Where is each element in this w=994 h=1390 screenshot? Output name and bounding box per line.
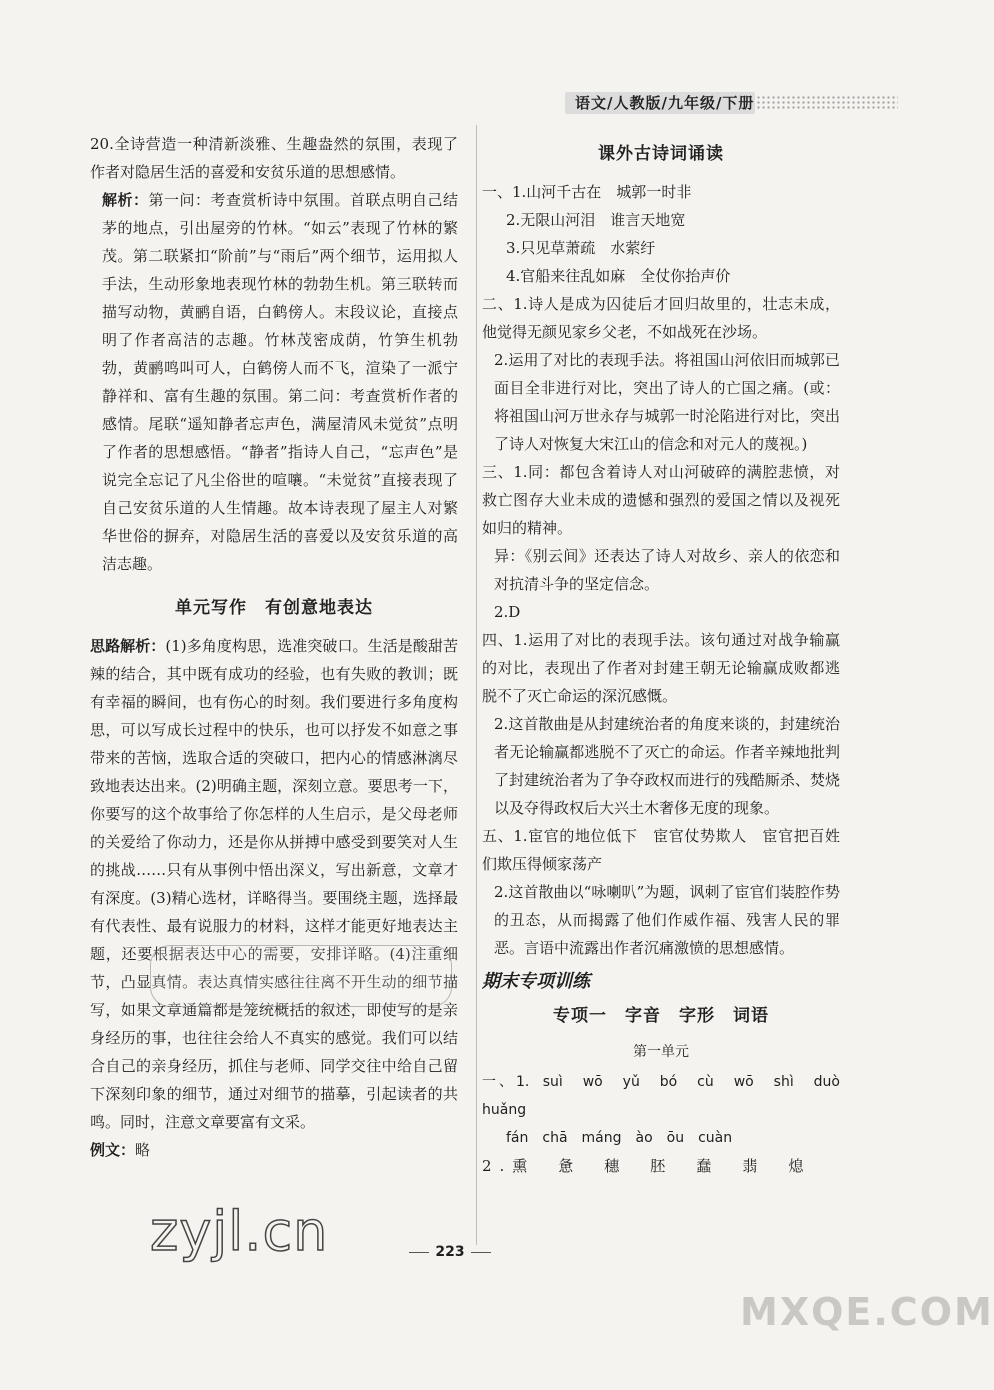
characters-line: 2.熏 惫 穗 胚 蠢 翡 熄 — [482, 1157, 812, 1175]
final-training-banner: 期末专项训练 — [482, 971, 590, 992]
watermark-zyjl: zyjl.cn — [150, 1200, 329, 1263]
example-text: 略 — [135, 1141, 151, 1159]
answer-1-3: 3.只见草萧疏 水萦纡 — [506, 239, 656, 257]
answer-2-2: 2.运用了对比的表现手法。将祖国山河依旧而城郭已面目全非进行对比，突出了诗人的亡国之痛。(或：将祖国山河万世永存与城郭一时沦陷进行对比，突出了诗人对恢复大宋江山的信念和对元人的蔑视。) — [494, 351, 840, 453]
analysis-paragraph — [90, 186, 458, 578]
idea-label: 思路解析： — [90, 637, 166, 655]
header-dot-pattern — [756, 95, 898, 111]
answer-1-4: 4.官船来往乱如麻 全仗你抬声价 — [506, 267, 731, 285]
question-20: 20.全诗营造一种清新淡雅、生趣盎然的氛围，表现了作者对隐居生活的喜爱和安贫乐道的思想感情。 — [90, 135, 458, 181]
pinyin-line-1: 一、1. suì wō yǔ bó cù wō shì duò huǎng — [482, 1074, 854, 1118]
answer-5-2: 2.这首散曲以“咏喇叭”为题，讽刺了宦官们装腔作势的丑态，从而揭露了他们作威作福、残害人民的罪恶。言语中流露出作者沉痛激愤的思想感情。 — [494, 883, 840, 957]
analysis-text: 第一问：考查赏析诗中氛围。首联点明自己结茅的地点，引出屋旁的竹林。“如云”表现了竹林的繁茂。第二联紧扣“阶前”与“雨后”两个细节，运用拟人手法，生动形象地表现竹林的勃勃生机。第三联转而描写动物，黄鹂自语，白鹤傍人。末段议论，直接点明了作者高洁的志趣。竹林茂密成荫，竹笋生机勃勃，黄鹂鸣叫可人，白鹤傍人而不飞，渲染了一派宁静祥和、富有生趣的氛围。第二问：考查赏析作者的感情。尾联“遥知静者忘声色，满屋清风未觉贫”点明了作者的思想感悟。“静者”指诗人自己，“忘声色”是说完全忘记了凡尘俗世的喧嚷。“未觉贫”直接表现了自己安贫乐道的人生情趣。故本诗表现了屋主人对繁华世俗的摒弃，对隐居生活的喜爱以及安贫乐道的高洁志趣。 — [102, 191, 458, 573]
example-paragraph — [90, 1136, 458, 1164]
right-column — [482, 130, 854, 1180]
answer-3-1: 三、1.同：都包含着诗人对山河破碎的满腔悲愤，对救亡图存大业未成的遗憾和强烈的爱国之情以及视死如归的精神。 — [482, 463, 840, 537]
special-topic-title: 专项一 字音 字形 词语 — [553, 1006, 769, 1026]
watermark-mxqe: MXQE.COM — [740, 1290, 994, 1334]
section-title: 课外古诗词诵读 — [598, 144, 724, 164]
page-number — [0, 1244, 900, 1260]
page-number-dash-right — [471, 1252, 491, 1253]
header-title: 语文/人教版/九年级/下册 — [575, 94, 755, 112]
left-column — [90, 130, 458, 1164]
watermark-frame — [150, 945, 452, 1007]
answer-3-2: 2.D — [494, 603, 521, 621]
answer-4-2: 2.这首散曲是从封建统治者的角度来谈的，封建统治者无论输赢都逃脱不了灭亡的命运。作者辛辣地批判了封建统治者为了争夺政权而进行的残酷厮杀、焚烧以及夺得政权后大兴土木奢侈无度的现象。 — [494, 715, 840, 817]
answer-3-diff: 异：《别云间》还表达了诗人对故乡、亲人的依恋和对抗清斗争的坚定信念。 — [494, 547, 840, 593]
page-number-dash-left — [409, 1252, 429, 1253]
unit-one-title: 第一单元 — [633, 1044, 689, 1060]
answer-4-1: 四、1.运用了对比的表现手法。该句通过对战争输赢的对比，表现出了作者对封建王朝无论输赢成败都逃脱不了灭亡命运的深沉感慨。 — [482, 631, 840, 705]
answer-5-1: 五、1.宦官的地位低下 宦官仗势欺人 宦官把百姓们欺压得倾家荡产 — [482, 827, 840, 873]
answer-1-2: 2.无限山河泪 谁言天地宽 — [506, 211, 686, 229]
column-divider — [476, 125, 477, 1245]
page-header — [0, 78, 900, 122]
pinyin-line-2: fán chā máng ào ōu cuàn — [506, 1130, 733, 1146]
idea-text: (1)多角度构思，选准突破口。生活是酸甜苦辣的结合，其中既有成功的经验，也有失败的教训；既有幸福的瞬间，也有伤心的时刻。我们要进行多角度构思，可以写成长过程中的快乐，也可以抒发不如意之事带来的苦恼，选取合适的突破口，把内心的情感淋漓尽致地表达出来。(2)明确主题，深刻立意。要思考一下，你要写的这个故事给了你怎样的人生启示，是父母老师的关爱给了你动力，还是你从拼搏中感受到要笑对人生的挑战……只有从事例中悟出深义，写出新意，文章才有深度。(3)精心选材，详略得当。要围绕主题，选择最有代表性、最有说服力的材料，这样才能更好地表达主题，还要根据表达中心的需要，安排详略。(4)注重细节，凸显真情。表达真情实感往往离不开生动的细节描写，如果文章通篇都是笼统概括的叙述，即使写的是亲身经历的事，也往往会给人不真实的感觉。我们可以结合自己的亲身经历，抓住与老师、同学交往中给自己留下深刻印象的细节，通过对细节的描摹，引起读者的共鸣。同时，注意文章要富有文采。 — [90, 637, 458, 1131]
answer-2-1: 二、1.诗人是成为囚徒后才回归故里的，壮志未成，他觉得无颜见家乡父老，不如战死在沙场。 — [482, 295, 840, 341]
answer-1-1: 一、1.山河千古在 城郭一时非 — [482, 183, 692, 201]
analysis-label: 解析： — [102, 191, 149, 209]
example-label: 例文： — [90, 1141, 136, 1159]
unit-writing-title: 单元写作 有创意地表达 — [175, 598, 373, 618]
page-number-text: 223 — [435, 1244, 465, 1260]
idea-paragraph — [90, 632, 458, 1136]
